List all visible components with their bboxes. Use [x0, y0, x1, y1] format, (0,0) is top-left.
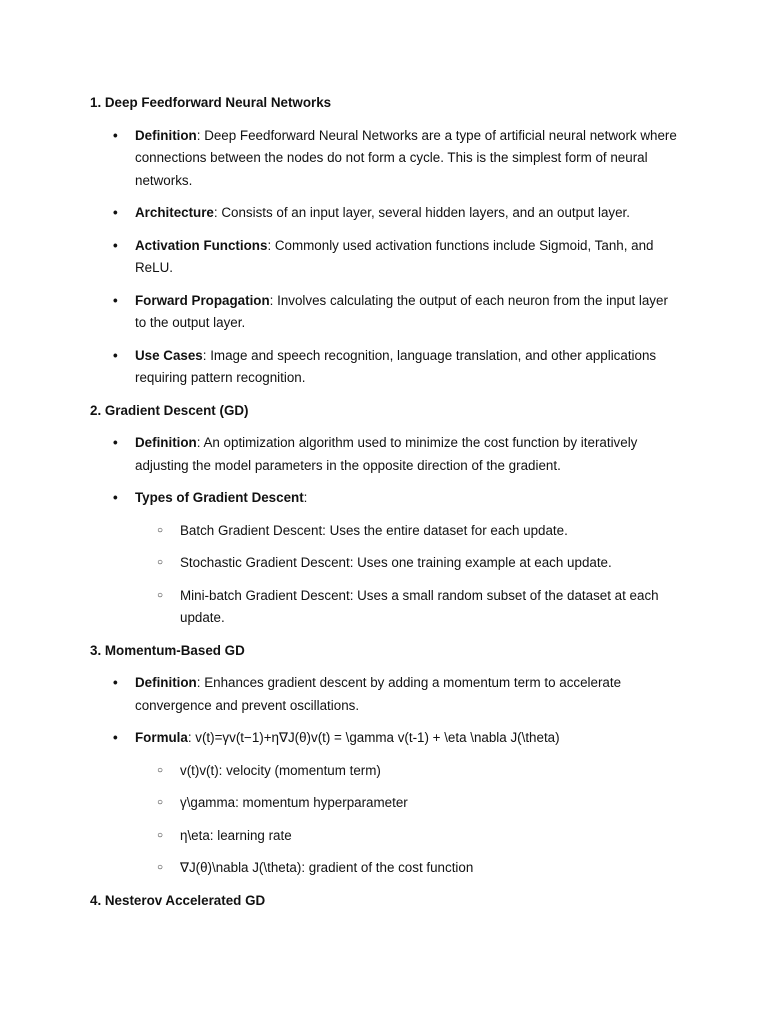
item-text: : Consists of an input layer, several hidden layers, and an output layer.	[213, 205, 630, 220]
section-nesterov-gd	[90, 890, 680, 913]
list-item	[135, 727, 680, 880]
list-item	[135, 487, 680, 630]
list-item	[135, 672, 680, 717]
document-body	[90, 92, 680, 922]
section-heading: 2. Gradient Descent (GD)	[90, 402, 249, 418]
item-term: Types of Gradient Descent	[135, 490, 304, 505]
sub-list-item: ○ η\eta: learning rate	[180, 825, 680, 848]
item-term: Definition	[135, 127, 197, 143]
section-momentum-gd	[90, 640, 680, 880]
sub-list-item: ○ Stochastic Gradient Descent: Uses one training example at each update.	[180, 552, 680, 575]
item-text: : An optimization algorithm used to minimize the cost function by iteratively adjusting the model parameters in the opposite direction of the gradient.	[135, 435, 638, 473]
bullet-list	[90, 432, 680, 630]
item-term: Architecture	[135, 205, 214, 220]
item-term: Activation Functions	[135, 237, 268, 253]
item-text: : Involves calculating the output of each neuron from the input layer to the output layer.	[135, 292, 668, 330]
list-item	[135, 345, 680, 390]
sub-list	[135, 520, 680, 630]
list-item	[135, 432, 680, 477]
sub-list-item: ○ γ\gamma: momentum hyperparameter	[180, 792, 680, 815]
section-deep-feedforward	[90, 92, 680, 390]
item-text: : Deep Feedforward Neural Networks are a type of artificial neural network where connections between the nodes do not form a cycle. This is the simplest form of neural networks.	[135, 127, 677, 188]
list-item	[135, 202, 680, 225]
bullet-list	[90, 672, 680, 880]
bullet-list	[90, 125, 680, 390]
sub-list-item: ○ Mini-batch Gradient Descent: Uses a small random subset of the dataset at each update.	[180, 585, 680, 630]
section-gradient-descent	[90, 400, 680, 630]
list-item	[135, 125, 680, 193]
item-text: : Image and speech recognition, language translation, and other applications requiring pattern recognition.	[135, 347, 657, 385]
sub-list-item: ○ v(t)v(t): velocity (momentum term)	[180, 760, 680, 783]
item-text: :	[303, 490, 308, 505]
item-term: Formula	[135, 730, 188, 745]
section-heading: 3. Momentum-Based GD	[90, 642, 245, 658]
item-term: Definition	[135, 675, 197, 690]
sub-list	[135, 760, 680, 880]
item-text: : Commonly used activation functions include Sigmoid, Tanh, and ReLU.	[135, 237, 654, 275]
item-text: : Enhances gradient descent by adding a momentum term to accelerate convergence and prevent oscillations.	[135, 675, 622, 713]
item-term: Forward Propagation	[135, 292, 270, 308]
section-heading: 1. Deep Feedforward Neural Networks	[90, 95, 332, 110]
item-term: Definition	[135, 435, 197, 450]
list-item	[135, 235, 680, 280]
list-item	[135, 290, 680, 335]
sub-list-item: ○ ∇J(θ)\nabla J(\theta): gradient of the cost function	[180, 857, 680, 880]
section-heading: 4. Nesterov Accelerated GD	[90, 892, 266, 908]
item-text: : v(t)=γv(t−1)+η∇J(θ)v(t) = \gamma v(t-1) + \eta \nabla J(\theta)	[187, 730, 560, 745]
sub-list-item: ○ Batch Gradient Descent: Uses the entire dataset for each update.	[180, 520, 680, 543]
item-term: Use Cases	[135, 347, 203, 363]
